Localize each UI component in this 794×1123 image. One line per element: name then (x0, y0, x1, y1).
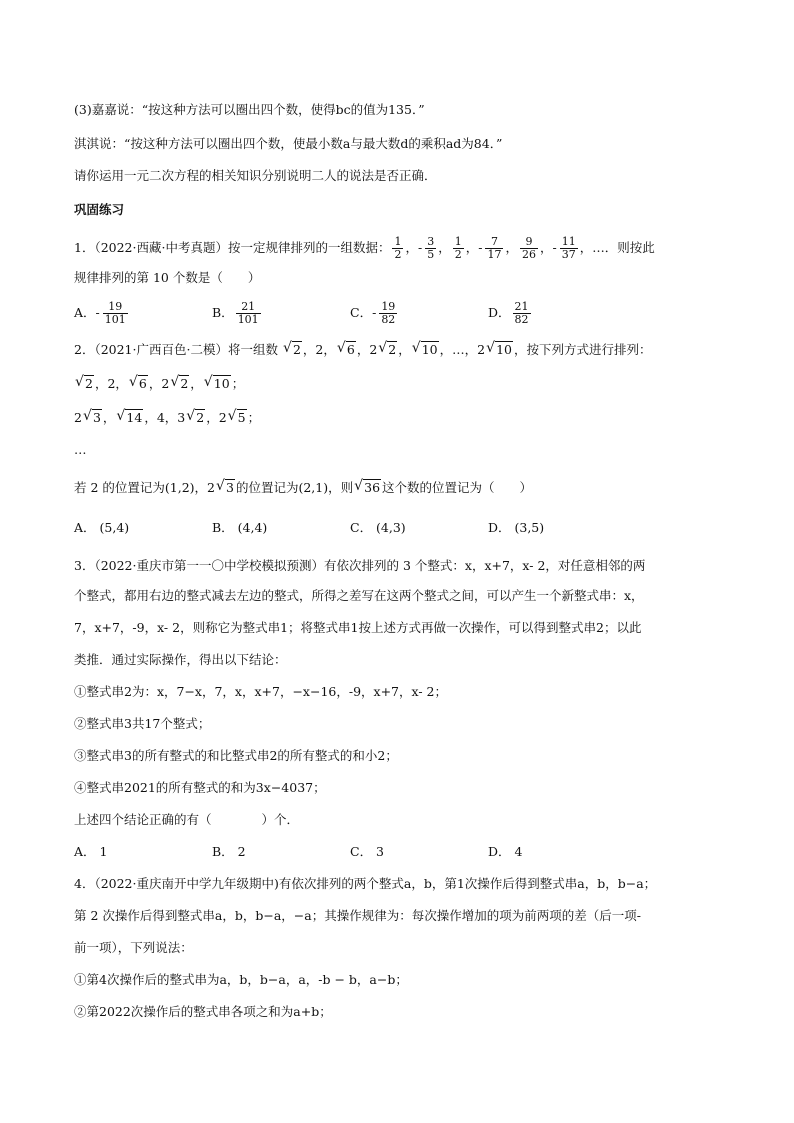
option-label: D． (488, 844, 515, 859)
fraction (520, 236, 538, 261)
sqrt-6: √ 6 (129, 376, 148, 392)
option-c[interactable] (350, 301, 399, 326)
option-label: A． (74, 305, 96, 320)
comma: ， (505, 240, 518, 255)
option-value: 2 (237, 844, 246, 859)
option-value: (4,3) (376, 520, 406, 535)
numerator: 19 (108, 300, 123, 313)
q2-line-1: 2．（2021·广西百色·二模）将一组数 √ 2 ，2，√ 6 ，2√ 2 ，√ 10 ，…，2√ 10 ，按下列方式进行排列： (74, 342, 652, 358)
fraction (236, 301, 261, 326)
option-value: 3 (376, 844, 384, 859)
numerator: 9 (525, 235, 533, 248)
sqrt-14: √ 14 (116, 410, 143, 426)
intro-line-1: (3)嘉嘉说：“按这种方法可以圈出四个数，使得bc的值为135．” (74, 102, 425, 117)
denominator: 82 (514, 313, 529, 326)
sqrt-3: √ 3 (216, 480, 235, 496)
fraction (425, 236, 436, 261)
q2-pos2: (2,1) (298, 480, 329, 495)
numerator: 1 (394, 235, 402, 248)
sqrt-3: √ 3 (83, 410, 102, 426)
q2-cond-a: 若 2 的位置记为 (74, 480, 165, 495)
q3-line-3: 7，x+7，-9，x- 2，则称它为整式串1；将整式串1按上述方式再做一次操作，可以得到整式串2；以此 (74, 620, 642, 635)
q2-prefix: 2．（2021·广西百色·二模）将一组数 (74, 342, 278, 357)
option-c[interactable] (350, 844, 384, 860)
option-d[interactable] (488, 520, 544, 536)
q4-statement-2: ②第2022次操作后的整式串各项之和为a+b； (74, 1004, 332, 1019)
q3-options (74, 844, 734, 862)
sequence-term (518, 235, 540, 261)
sequence-term (552, 235, 580, 261)
option-label: A． (74, 844, 100, 859)
fraction (513, 301, 531, 326)
q2-options (74, 520, 734, 538)
comma: ， (438, 240, 451, 255)
option-c[interactable] (350, 520, 406, 536)
option-value: (4,4) (237, 520, 268, 535)
q3-line-1: 3．（2022·重庆市第一一〇中学校模拟预测）有依次排列的 3 个整式：x，x+7，x- 2，对任意相邻的两 (74, 558, 646, 573)
sequence-term (390, 235, 405, 261)
numerator: 3 (427, 235, 435, 248)
comma: ， (465, 240, 479, 255)
q1-suffix: ，…．则按此 (579, 240, 655, 255)
fraction (392, 236, 403, 261)
q2-row-2: 2√ 3 ，√ 14 ，4，3√ 2 ，2√ 5 ； (74, 410, 260, 426)
denominator: 17 (487, 248, 502, 261)
q4-line-3: 前一项），下列说法： (74, 940, 193, 955)
option-value: 4 (514, 844, 523, 859)
q2-cond-d: 这个数的位置记为（ ） (382, 480, 533, 495)
denominator: 2 (454, 248, 462, 261)
option-label: A． (74, 520, 100, 535)
denominator: 2 (394, 248, 402, 261)
q4-line-2: 第 2 次操作后得到整式串a，b，b−a，−a；其操作规律为：每次操作增加的项为前两项的差（后一项- (74, 908, 641, 923)
q3-question: 上述四个结论正确的有（ ）个． (74, 812, 300, 827)
option-label: B． (212, 520, 238, 535)
option-value (372, 300, 399, 326)
sqrt-10b: √ 10 (486, 342, 513, 358)
q1-prefix: 1．（2022·西藏·中考真题）按一定规律排列的一组数据： (74, 240, 391, 255)
q2-cond-c: ，则 (328, 480, 354, 495)
fraction (485, 236, 503, 261)
option-a[interactable] (74, 520, 129, 536)
q3-conclusion-2: ②整式串3共17个整式； (74, 716, 211, 731)
sequence-term (417, 235, 438, 261)
sqrt-2b: √ 2 (378, 342, 397, 358)
option-d[interactable] (488, 844, 522, 860)
denominator: 101 (104, 313, 126, 326)
q3-conclusion-1: ①整式串2为：x，7−x，7，x，x+7，−x−16，-9，x+7，x- 2； (74, 684, 447, 699)
sqrt-2: √ 2 (186, 410, 205, 426)
q1-line-1 (74, 236, 655, 261)
fraction (453, 236, 464, 261)
q4-line-1: 4．（2022·重庆南开中学九年级期中)有依次排列的两个整式a，b，第1次操作后得到整式串a，b，b−a； (74, 876, 657, 891)
comma: ， (405, 240, 418, 255)
q3-line-4: 类推．通过实际操作，得出以下结论： (74, 652, 287, 667)
option-label: D． (488, 305, 511, 320)
option-value: 1 (99, 844, 108, 859)
denominator: 101 (237, 313, 259, 326)
numerator: 19 (381, 300, 396, 313)
sqrt-2: √ 2 (283, 342, 302, 358)
denominator: 82 (381, 313, 396, 326)
q2-cond-b: 的位置记为 (235, 480, 299, 495)
sqrt-36: √ 36 (354, 480, 381, 496)
option-b[interactable] (212, 520, 267, 536)
fraction-sign: - (478, 240, 483, 255)
numerator: 1 (454, 235, 462, 248)
sqrt-10: √ 10 (412, 342, 439, 358)
option-value (234, 300, 263, 326)
comma: ， (540, 240, 553, 255)
q2-row-1: √ 2 ，2，√ 6 ，2√ 2 ，√ 10 ； (74, 376, 244, 392)
option-label: B． (212, 305, 234, 320)
option-value: (5,4) (99, 520, 130, 535)
option-label: C． (350, 520, 377, 535)
fraction-sign: - (95, 305, 100, 320)
option-label: C． (350, 844, 377, 859)
fraction-sign: - (417, 240, 423, 255)
sqrt-2: √ 2 (170, 376, 189, 392)
sequence-term (478, 235, 505, 261)
q2-pos1: (1,2) (164, 480, 195, 495)
sqrt-5: √ 5 (228, 410, 247, 426)
fraction-sign: - (552, 240, 557, 255)
intro-line-3: 请你运用一元二次方程的相关知识分别说明二人的说法是否正确． (74, 168, 437, 183)
option-b[interactable] (212, 301, 263, 326)
numerator: 11 (561, 235, 576, 248)
section-title: 巩固练习 (74, 202, 125, 217)
denominator: 5 (427, 248, 435, 261)
option-label: C． (350, 305, 373, 320)
option-b[interactable] (212, 844, 246, 860)
numerator: 21 (514, 300, 529, 313)
option-a[interactable] (74, 844, 107, 860)
numerator: 21 (241, 300, 256, 313)
fraction (379, 301, 397, 326)
sqrt-6: √ 6 (337, 342, 356, 358)
q3-line-2: 个整式，都用右边的整式减去左边的整式，所得之差写在这两个整式之间，可以产生一个新整式串：x， (74, 588, 644, 603)
option-value: (3,5) (514, 520, 545, 535)
q2-suffix: ，按下列方式进行排列： (514, 342, 652, 357)
fraction-sign: - (372, 305, 377, 320)
denominator: 37 (561, 248, 576, 261)
option-d[interactable] (488, 301, 533, 326)
q4-statement-1: ①第4次操作后的整式串为a，b，b−a，a，-b − b，a−b； (74, 972, 408, 987)
fraction (560, 236, 578, 261)
q2-ellipsis: … (74, 442, 87, 457)
intro-line-2: 淇淇说：“按这种方法可以圈出四个数，使最小数a与最大数d的乘积ad为84．” (74, 136, 503, 151)
numerator: 7 (490, 235, 498, 248)
q3-conclusion-3: ③整式串3的所有整式的和比整式串2的所有整式的和小2； (74, 748, 398, 763)
q1-options (74, 301, 734, 327)
q1-line-2: 规律排列的第 10 个数是（ ） (74, 270, 261, 285)
option-value (95, 300, 130, 326)
q1-sequence (390, 235, 579, 261)
sqrt-10: √ 10 (204, 376, 231, 392)
option-label: D． (488, 520, 515, 535)
option-value (511, 300, 533, 326)
sequence-term (451, 235, 466, 261)
q3-conclusion-4: ④整式串2021的所有整式的和为3x−4037； (74, 780, 326, 795)
denominator: 26 (522, 248, 536, 261)
option-a[interactable] (74, 301, 130, 326)
option-label: B． (212, 844, 238, 859)
sqrt-2: √ 2 (75, 376, 94, 392)
q2-condition: 若 2 的位置记为(1,2)，2√ 3 的位置记为(2,1)，则√ 36 这个数的位置记为（ ） (74, 480, 532, 496)
fraction (103, 301, 128, 326)
